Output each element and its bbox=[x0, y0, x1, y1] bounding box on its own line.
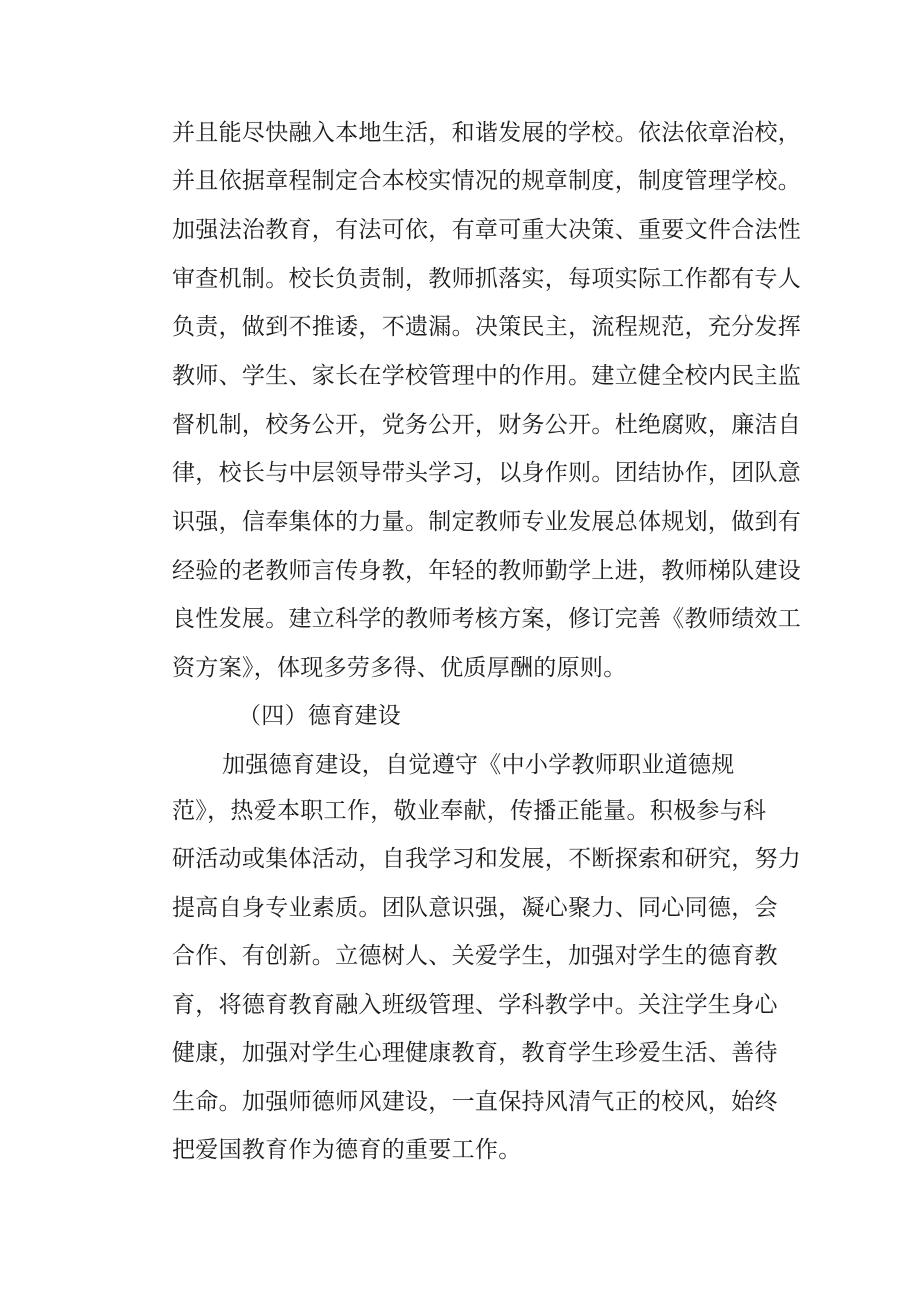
paragraph-2-line: 合作、有创新。立德树人、关爱学生，加强对学生的德育教 bbox=[172, 943, 778, 969]
paragraph-1-line: 良性发展。建立科学的教师考核方案，修订完善《教师绩效工 bbox=[172, 606, 802, 632]
paragraph-2-line: 健康，加强对学生心理健康教育，教育学生珍爱生活、善待 bbox=[172, 1040, 778, 1066]
paragraph-1-line: 督机制，校务公开，党务公开，财务公开。杜绝腐败，廉洁自 bbox=[172, 412, 802, 438]
paragraph-1-line: 教师、学生、家长在学校管理中的作用。建立健全校内民主监 bbox=[172, 363, 802, 389]
paragraph-1-line: 审查机制。校长负责制，教师抓落实，每项实际工作都有专人 bbox=[172, 266, 802, 292]
paragraph-1-line: 加强法治教育，有法可依，有章可重大决策、重要文件合法性 bbox=[172, 217, 802, 243]
paragraph-1-line: 负责，做到不推诿，不遗漏。决策民主，流程规范，充分发挥 bbox=[172, 314, 802, 340]
paragraph-2-line: 育，将德育教育融入班级管理、学科教学中。关注学生身心 bbox=[172, 992, 778, 1018]
paragraph-2-line: 把爱国教育作为德育的重要工作。 bbox=[172, 1137, 522, 1163]
paragraph-2-line: 生命。加强师德师风建设，一直保持风清气正的校风，始终 bbox=[172, 1089, 778, 1115]
paragraph-1-line: 经验的老教师言传身教，年轻的教师勤学上进，教师梯队建设 bbox=[172, 558, 802, 584]
section-heading: （四）德育建设 bbox=[238, 703, 402, 729]
paragraph-2-line: 范》，热爱本职工作，敬业奉献，传播正能量。积极参与科 bbox=[172, 798, 767, 824]
paragraph-1-line: 并且能尽快融入本地生活，和谐发展的学校。依法依章治校， bbox=[172, 120, 802, 146]
paragraph-1-line: 识强，信奉集体的力量。制定教师专业发展总体规划，做到有 bbox=[172, 509, 802, 535]
paragraph-1-line: 并且依据章程制定合本校实情况的规章制度，制度管理学校。 bbox=[172, 168, 802, 194]
paragraph-2-line: 加强德育建设，自觉遵守《中小学教师职业道德规 bbox=[222, 752, 735, 778]
paragraph-1-line: 资方案》，体现多劳多得、优质厚酬的原则。 bbox=[172, 655, 627, 681]
paragraph-1-line: 律，校长与中层领导带头学习，以身作则。团结协作，团队意 bbox=[172, 460, 802, 486]
paragraph-2-line: 研活动或集体活动，自我学习和发展，不断探索和研究，努力 bbox=[172, 846, 802, 872]
paragraph-2-line: 提高自身专业素质。团队意识强，凝心聚力、同心同德，会 bbox=[172, 895, 778, 921]
